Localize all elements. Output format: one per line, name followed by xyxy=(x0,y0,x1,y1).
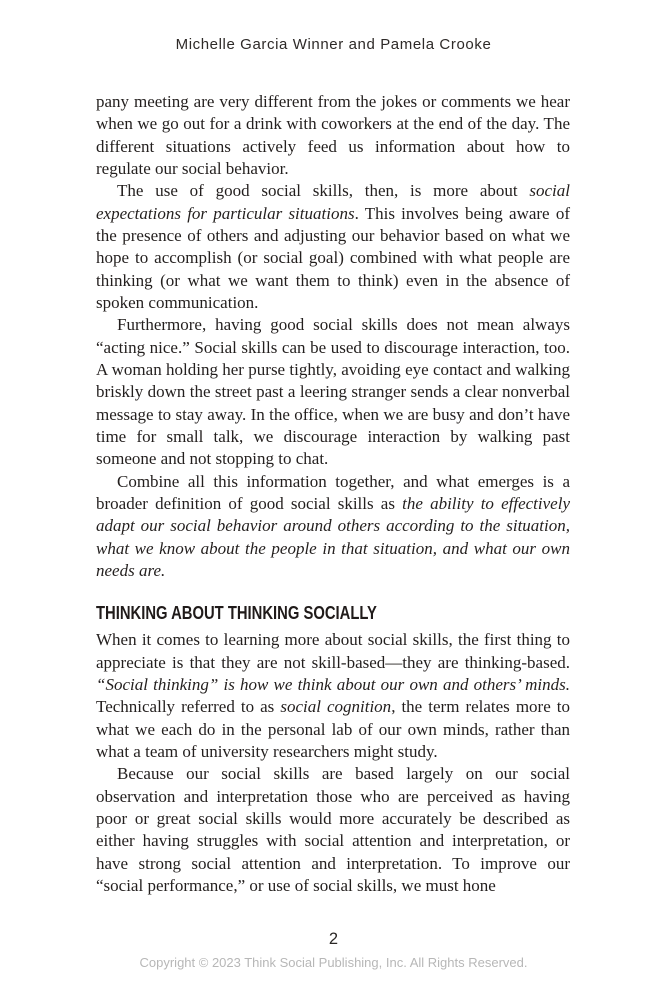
body-text: . This involves being aware of the presence of others and adjusting our behavior based on what we hope to accomplish (or social goal) combined with what people are thinking (or what we want them to think) even in the absence of spoken communication. xyxy=(96,203,570,312)
section-heading: THINKING ABOUT THINKING SOCIALLY xyxy=(96,602,377,624)
copyright-notice: Copyright © 2023 Think Social Publishing, Inc. All Rights Reserved. xyxy=(139,955,528,970)
page-number: 2 xyxy=(328,930,339,948)
body-text: The use of good social skills, then, is more about xyxy=(117,181,530,201)
body-text: Combine all this information together, and what emerges is a broader definition of good social skills as xyxy=(96,471,570,513)
body-text: Furthermore, having good social skills does not mean always “acting nice.” Social skills can be used to discourage interaction, too. A woman holding her purse tightly, avoiding eye contact and walking briskly down the street past a leering stranger sends a clear nonverbal message to stay away. In the office, when we are busy and don’t have time for small talk, we discourage interaction by walking past someone and not stopping to chat. xyxy=(96,315,570,469)
body-text: Because our social skills are based largely on our social observation and interpretation those who are perceived as having poor or great social skills would more accurately be described as either having struggles with social attention and interpretation, or have strong social attention and interpretation. To improve our “social performance,” or use of social skills, we must hone xyxy=(96,764,570,895)
body-text: Technically referred to as xyxy=(96,697,281,717)
body-text: , the term relates more to what we each do in the personal lab of our own minds, rather than what a team of university researchers might study. xyxy=(96,697,571,761)
body-text: pany meeting are very different from the jokes or comments we hear when we go out for a drink with coworkers at the end of the day. The different situations actively feed us information about how to regulate our social behavior. xyxy=(96,92,570,178)
paragraph xyxy=(96,314,570,470)
body-text: When it comes to learning more about social skills, the first thing to appreciate is that they are not skill-based—they are thinking-based. xyxy=(96,630,570,672)
paragraph xyxy=(96,629,570,763)
paragraph xyxy=(96,471,570,583)
paragraph xyxy=(96,180,570,314)
italic-text: social cognition xyxy=(280,697,392,717)
italic-text: “Social thinking” is how we think about our own and others’ minds. xyxy=(96,674,570,694)
italic-text: the ability to effectively adapt our social behavior around others according to the situation, what we know about the people in that situation, and what our own needs are. xyxy=(96,493,570,580)
paragraph xyxy=(96,91,570,180)
paragraph xyxy=(96,763,570,897)
italic-text: social expectations for particular situations xyxy=(96,181,570,223)
running-header-authors: Michelle Garcia Winner and Pamela Crooke xyxy=(175,36,492,53)
page-body xyxy=(96,91,570,897)
